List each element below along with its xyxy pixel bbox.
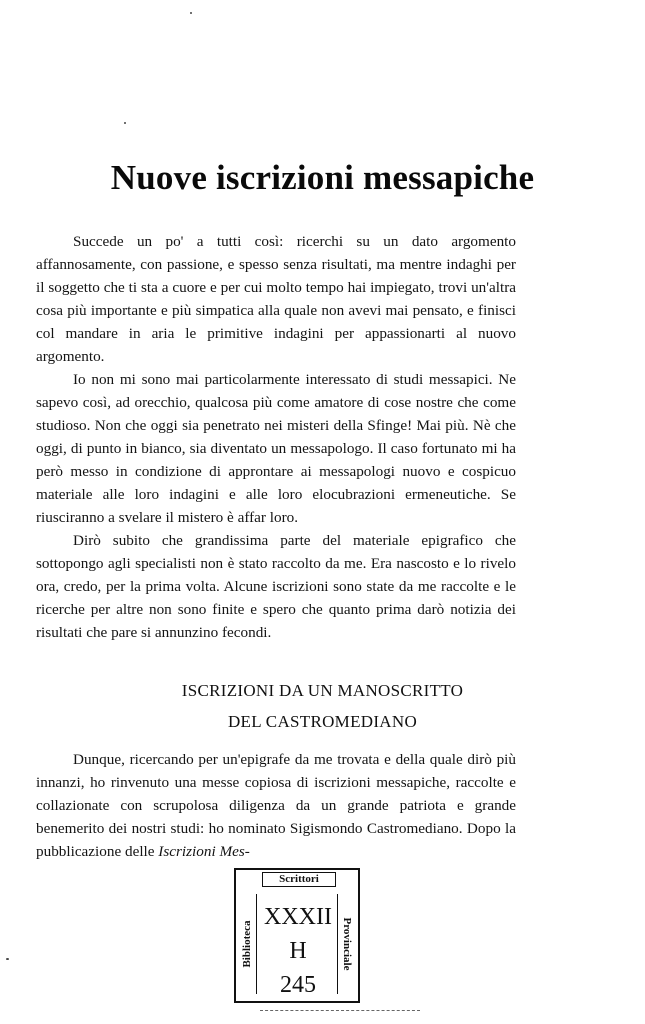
scan-speck [6, 958, 9, 960]
stamp-top-label: Scrittori [262, 872, 336, 887]
page-title: Nuove iscrizioni messapiche [110, 158, 535, 197]
stamp-shelf-line-3: 245 [280, 972, 316, 998]
paragraph-1: Succede un po' a tutti così: ricerchi su un dato argomento affannosamente, con passione, e spesso senza risultati, ma mentre indaghi per il soggetto che ti sta a cuore e per cui molto tempo hai impiegato, trovi un'altra cosa più importante e più simpatica alla quale non avevi mai pensato, e finisci col mandare in aria le primitive indagini per appassionarti al nuovo argomento. [36, 233, 516, 365]
stamp-shelf-line-1: XXXII [264, 904, 332, 930]
stamp-right-label: Provinciale [341, 917, 353, 971]
paragraph-2: Io non mi sono mai particolarmente interessato di studi messapici. Ne sapevo così, ad orecchio, qualcosa più come amatore di cose nostre che come studioso. Non che oggi sia penetrato nei misteri della Sfinge! Mai più. Nè che oggi, di punto in bianco, sia diventato un messapologo. Il caso fortunato mi ha però messo in condizione di approntare ai messapologi nuovo e cospicuo materiale alle loro indagini e alle loro elocubrazioni ermeneutiche. Se riusciranno a svelare il mistero è affar loro. [36, 371, 516, 526]
section-heading-line-2: DEL CASTROMEDIANO [227, 712, 418, 731]
scan-dash-marks [260, 1010, 420, 1021]
scan-speck [190, 12, 192, 14]
library-stamp [234, 868, 360, 1003]
scan-speck [124, 122, 126, 124]
stamp-left-band [238, 894, 257, 994]
paragraph-4-text: Dunque, ricercando per un'epigrafe da me trovata e della quale dirò più innanzi, ho rinvenuto una messe copiosa di iscrizioni messapiche, raccolte e collazionate con scrupolosa diligenza da un grande patriota e grande benemerito dei nostri studi: ho nominato Sigismondo Castromediano. Dopo la pubblicazione delle [36, 751, 516, 860]
intro-text [36, 230, 516, 644]
final-text [36, 748, 516, 863]
section-heading-line-1: ISCRIZIONI DA UN MANOSCRITTO [181, 681, 464, 700]
paragraph-4 [36, 748, 516, 863]
stamp-left-label: Biblioteca [241, 920, 253, 968]
stamp-right-band [337, 894, 356, 994]
paragraph-3: Dirò subito che grandissima parte del materiale epigrafico che sottopongo agli specialisti non è stato raccolto da me. Era nascosto e lo rivelo ora, credo, per la prima volta. Alcune iscrizioni sono state da me raccolte e le ricerche per altre non sono finite e spero che quanto prima darò notizia dei risultati che pare si annunzino fecondi. [36, 532, 516, 641]
stamp-shelf-line-2: H [289, 938, 307, 964]
paragraph-4-italic: Iscrizioni Mes- [158, 843, 250, 860]
